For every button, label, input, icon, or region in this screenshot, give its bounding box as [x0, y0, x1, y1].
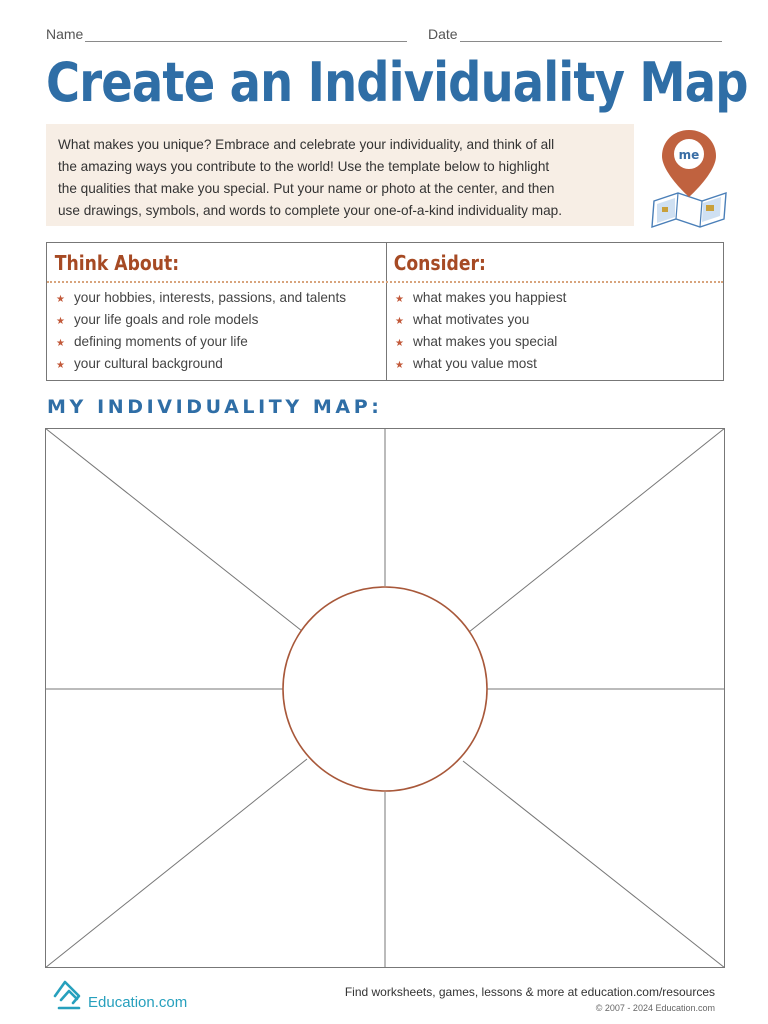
name-line: [85, 28, 407, 42]
think-about-list: [47, 282, 386, 375]
list-item: [56, 353, 386, 375]
intro-line: use drawings, symbols, and words to complete your one-of-a-kind individuality map.: [58, 203, 562, 218]
list-item-text: what makes you special: [413, 334, 558, 349]
list-item-text: your hobbies, interests, passions, and talents: [74, 290, 347, 305]
think-about-heading: Think About:: [54, 251, 180, 275]
list-item: [56, 309, 386, 331]
list-item-text: what motivates you: [413, 312, 530, 327]
consider-list: [386, 282, 723, 375]
individuality-map-template[interactable]: [45, 428, 725, 968]
star-icon: ★: [56, 338, 65, 349]
list-item-text: your cultural background: [74, 356, 223, 371]
pin-label: me: [678, 148, 700, 162]
consider-column: [386, 243, 723, 380]
center-circle[interactable]: [283, 587, 487, 791]
star-icon: ★: [395, 360, 404, 371]
name-field[interactable]: [46, 26, 407, 42]
list-item: [395, 287, 723, 309]
list-item-text: defining moments of your life: [74, 334, 248, 349]
star-icon: ★: [395, 294, 404, 305]
date-field[interactable]: [428, 26, 722, 42]
copyright: © 2007 - 2024 Education.com: [595, 1003, 715, 1013]
date-label: Date: [428, 26, 458, 42]
list-item: [56, 287, 386, 309]
intro-line: the amazing ways you contribute to the world! Use the template below to highlight: [58, 159, 550, 174]
map-pin-icon: [648, 125, 730, 235]
date-line: [460, 28, 722, 42]
think-about-column: [47, 243, 387, 380]
intro-box: [46, 124, 634, 226]
star-icon: ★: [395, 316, 404, 327]
list-item: [395, 353, 723, 375]
map-heading: MY INDIVIDUALITY MAP:: [47, 396, 383, 418]
consider-heading: Consider:: [393, 251, 486, 275]
list-item: [395, 309, 723, 331]
dotted-divider: [47, 281, 723, 283]
list-item-text: your life goals and role models: [74, 312, 259, 327]
footer-link-text[interactable]: Find worksheets, games, lessons & more at education.com/resources: [344, 985, 715, 999]
star-icon: ★: [56, 360, 65, 371]
intro-line: the qualities that make you special. Put your name or photo at the center, and then: [58, 181, 555, 196]
list-item-text: what you value most: [413, 356, 537, 371]
list-item-text: what makes you happiest: [413, 290, 567, 305]
page-title: Create an Individuality Map: [46, 51, 748, 114]
think-consider-box: [46, 242, 724, 381]
star-icon: ★: [56, 316, 65, 327]
folded-map-icon: [652, 193, 726, 227]
intro-line: What makes you unique? Embrace and celebrate your individuality, and think of all: [58, 137, 555, 152]
list-item: [56, 331, 386, 353]
star-icon: ★: [56, 294, 65, 305]
list-item: [395, 331, 723, 353]
name-label: Name: [46, 26, 84, 42]
star-icon: ★: [395, 338, 404, 349]
name-date-fields: [46, 26, 724, 44]
logo-text: Education.com: [88, 994, 188, 1011]
